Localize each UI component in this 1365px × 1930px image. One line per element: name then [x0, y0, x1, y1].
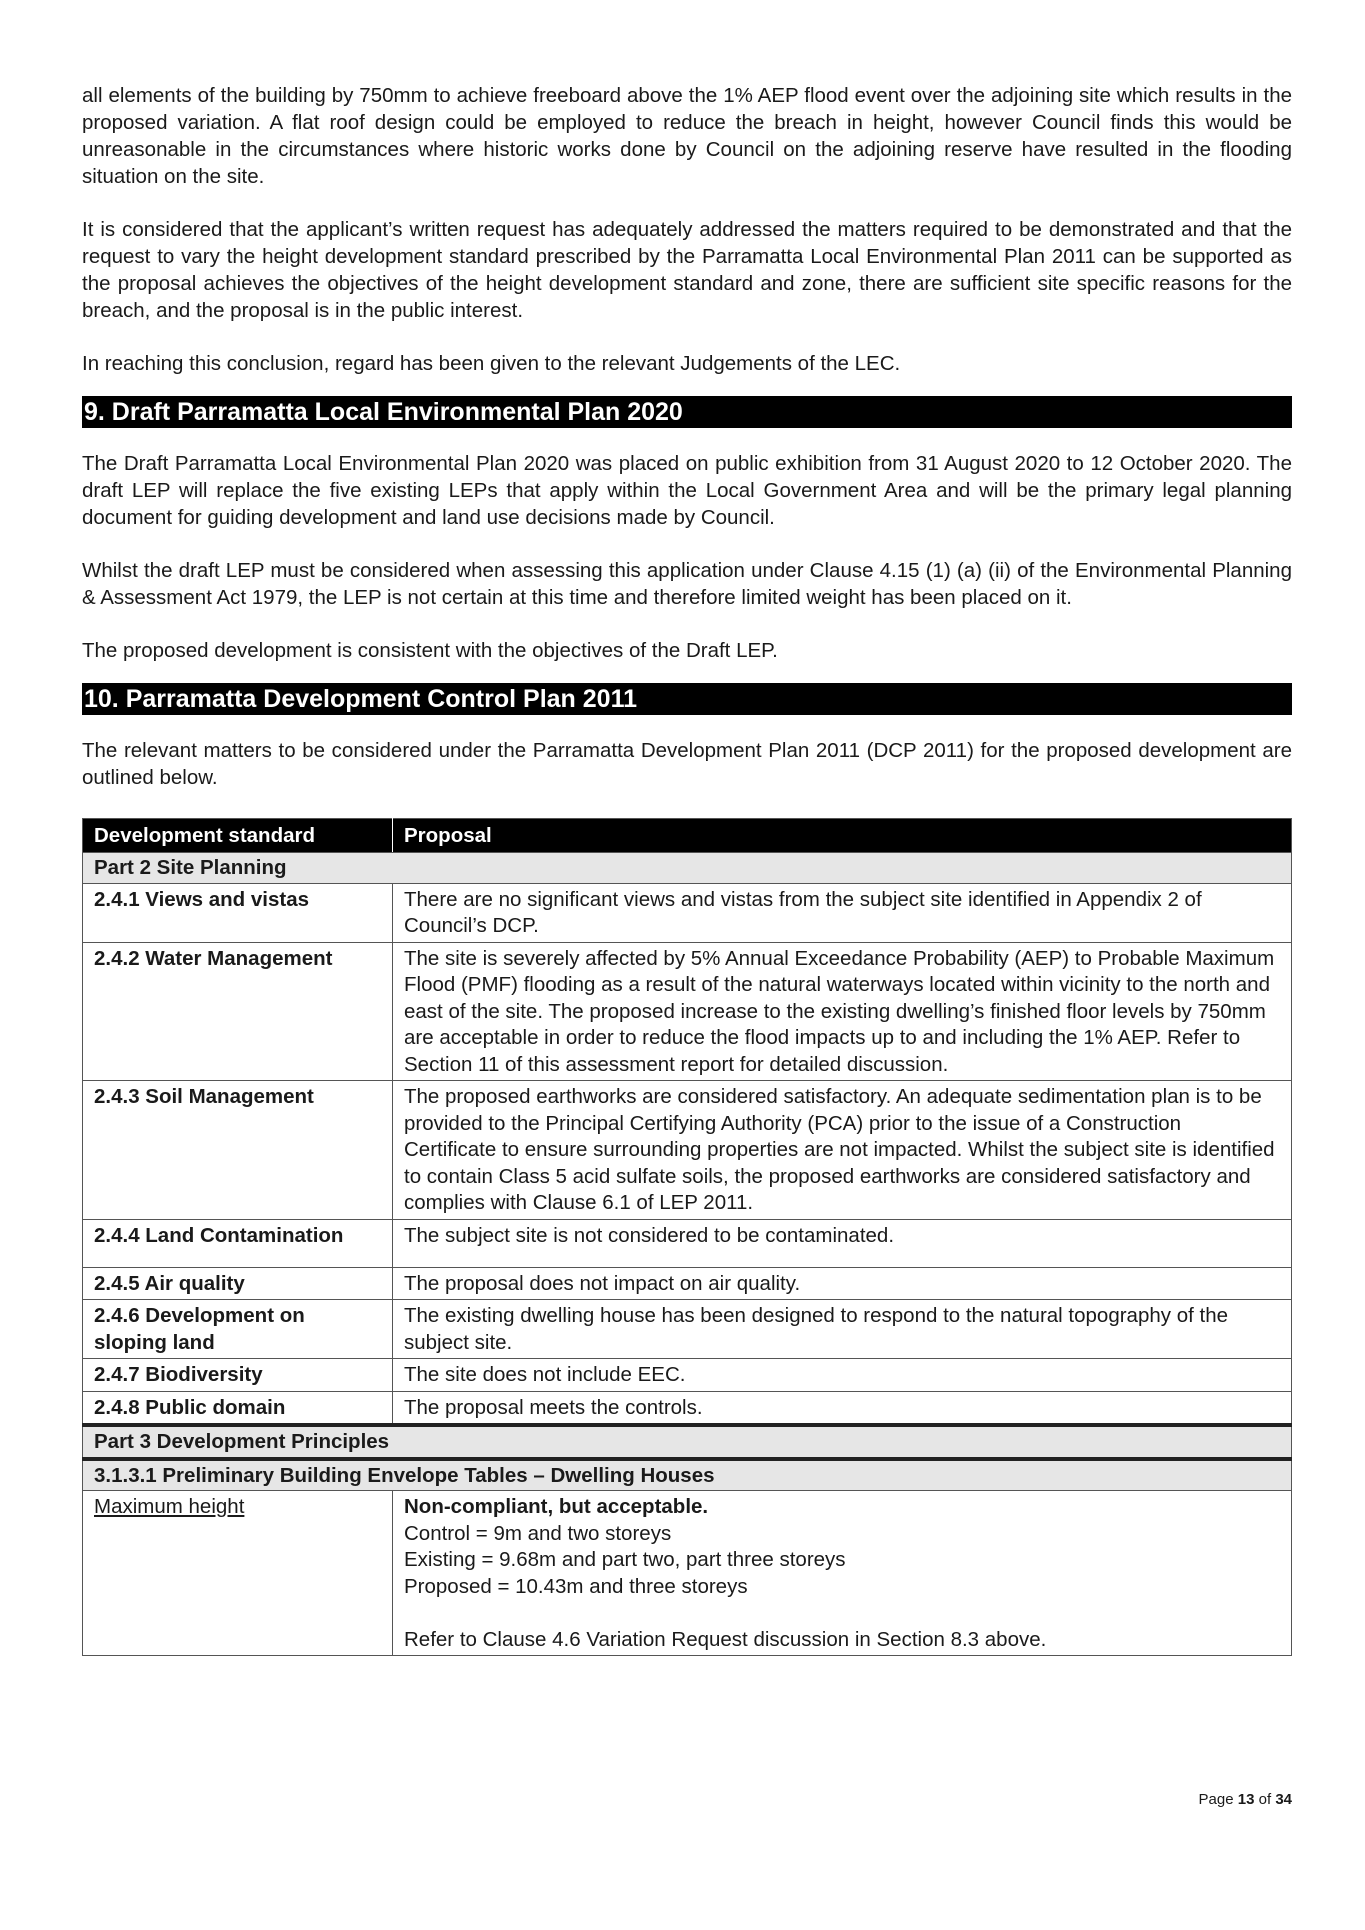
standard-cell: 2.4.4 Land Contamination	[83, 1219, 393, 1267]
table-header-row	[83, 819, 1292, 853]
paragraph-dcp-intro: The relevant matters to be considered under the Parramatta Development Plan 2011 (DCP 2011) for the proposed development are outlined below.	[82, 739, 1292, 789]
table-row	[83, 1300, 1292, 1359]
header-development-standard: Development standard	[83, 819, 393, 853]
height-refer-note: Refer to Clause 4.6 Variation Request discussion in Section 8.3 above.	[404, 1627, 1047, 1651]
paragraph-flood-freeboard: all elements of the building by 750mm to achieve freeboard above the 1% AEP flood event over the adjoining site which results in the proposed variation. A flat roof design could be employed to reduce the breach in height, however Council finds this would be unreasonable in the circumstances where historic works done by Council on the adjoining reserve have resulted in the flooding situation on the site.	[82, 84, 1292, 188]
page-total: 34	[1275, 1791, 1292, 1808]
maximum-height-proposal	[393, 1491, 1292, 1656]
standard-cell: 2.4.5 Air quality	[83, 1267, 393, 1300]
paragraph-draft-lep-weight: Whilst the draft LEP must be considered when assessing this application under Clause 4.15 (1) (a) (ii) of the Environmental Planning & Assessment Act 1979, the LEP is not certain at this time and therefore limited weight has been placed on it.	[82, 559, 1292, 609]
of-label: of	[1258, 1791, 1272, 1808]
paragraph-draft-lep-consistent: The proposed development is consistent with the objectives of the Draft LEP.	[82, 639, 778, 662]
standard-cell: 2.4.1 Views and vistas	[83, 883, 393, 942]
table-row	[83, 1391, 1292, 1425]
table-row	[83, 1219, 1292, 1267]
paragraph-variation-supported: It is considered that the applicant’s written request has adequately addressed the matters required to be demonstrated and that the request to vary the height development standard prescribed by the Parramatta Local Environmental Plan 2011 can be supported as the proposal achieves the objectives of the height development standard and zone, there are sufficient site specific reasons for the breach, and the proposal is in the public interest.	[82, 218, 1292, 322]
height-verdict: Non-compliant, but acceptable.	[404, 1495, 709, 1518]
standard-cell: 2.4.2 Water Management	[83, 942, 393, 1081]
height-control: Control = 9m and two storeys	[404, 1521, 672, 1545]
paragraph-lec-conclusion: In reaching this conclusion, regard has been given to the relevant Judgements of the LEC.	[82, 352, 901, 375]
proposal-cell: The proposed earthworks are considered satisfactory. An adequate sedimentation plan is to be provided to the Principal Certifying Authority (PCA) prior to the issue of a Construction Certificate to ensure surrounding properties are not impacted. Whilst the subject site is identified to contain Class 5 acid sulfate soils, the proposed earthworks are considered satisfactory and complies with Clause 6.1 of LEP 2011.	[393, 1081, 1292, 1220]
standard-cell: 2.4.3 Soil Management	[83, 1081, 393, 1220]
height-existing: Existing = 9.68m and part two, part three storeys	[404, 1548, 846, 1571]
proposal-cell: The site does not include EEC.	[393, 1359, 1292, 1392]
height-proposed: Proposed = 10.43m and three storeys	[404, 1574, 748, 1598]
table-row	[83, 883, 1292, 942]
envelope-tables-label: 3.1.3.1 Preliminary Building Envelope Tables – Dwelling Houses	[83, 1459, 1292, 1491]
document-page	[82, 82, 1292, 1656]
paragraph-draft-lep-exhibition: The Draft Parramatta Local Environmental Plan 2020 was placed on public exhibition from 31 August 2020 to 12 October 2020. The draft LEP will replace the five existing LEPs that apply within the Local Government Area and will be the primary legal planning document for guiding development and land use decisions made by Council.	[82, 452, 1292, 529]
table-row	[83, 1491, 1292, 1656]
standard-cell: 2.4.7 Biodiversity	[83, 1359, 393, 1392]
table-row	[83, 1081, 1292, 1220]
standard-cell: 2.4.6 Development on sloping land	[83, 1300, 393, 1359]
header-proposal: Proposal	[393, 819, 1292, 853]
page-footer	[1199, 1791, 1292, 1808]
table-subsection-row	[83, 1459, 1292, 1491]
part-2-label: Part 2 Site Planning	[83, 853, 1292, 884]
table-row	[83, 1359, 1292, 1392]
table-section-row	[83, 853, 1292, 884]
table-row	[83, 1267, 1292, 1300]
part-3-label: Part 3 Development Principles	[83, 1425, 1292, 1459]
blank-line	[404, 1600, 1279, 1627]
section-9-heading: 9. Draft Parramatta Local Environmental Plan 2020	[82, 396, 1292, 428]
dcp-compliance-table	[82, 818, 1292, 1656]
standard-cell: 2.4.8 Public domain	[83, 1391, 393, 1425]
proposal-cell: The subject site is not considered to be contaminated.	[393, 1219, 1292, 1267]
maximum-height-label: Maximum height	[83, 1491, 393, 1656]
proposal-cell: The proposal does not impact on air quality.	[393, 1267, 1292, 1300]
proposal-cell: There are no significant views and vistas from the subject site identified in Appendix 2 of Council’s DCP.	[393, 883, 1292, 942]
page-label: Page	[1198, 1791, 1234, 1808]
table-row	[83, 942, 1292, 1081]
section-10-heading: 10. Parramatta Development Control Plan 2011	[82, 683, 1292, 715]
proposal-cell: The proposal meets the controls.	[393, 1391, 1292, 1425]
proposal-cell: The existing dwelling house has been designed to respond to the natural topography of the subject site.	[393, 1300, 1292, 1359]
table-section-row	[83, 1425, 1292, 1459]
proposal-cell: The site is severely affected by 5% Annual Exceedance Probability (AEP) to Probable Maximum Flood (PMF) flooding as a result of the natural waterways located within vicinity to the north and east of the site. The proposed increase to the existing dwelling’s finished floor levels by 750mm are acceptable in order to reduce the flood impacts up to and including the 1% AEP. Refer to Section 11 of this assessment report for detailed discussion.	[393, 942, 1292, 1081]
page-current: 13	[1237, 1791, 1255, 1808]
